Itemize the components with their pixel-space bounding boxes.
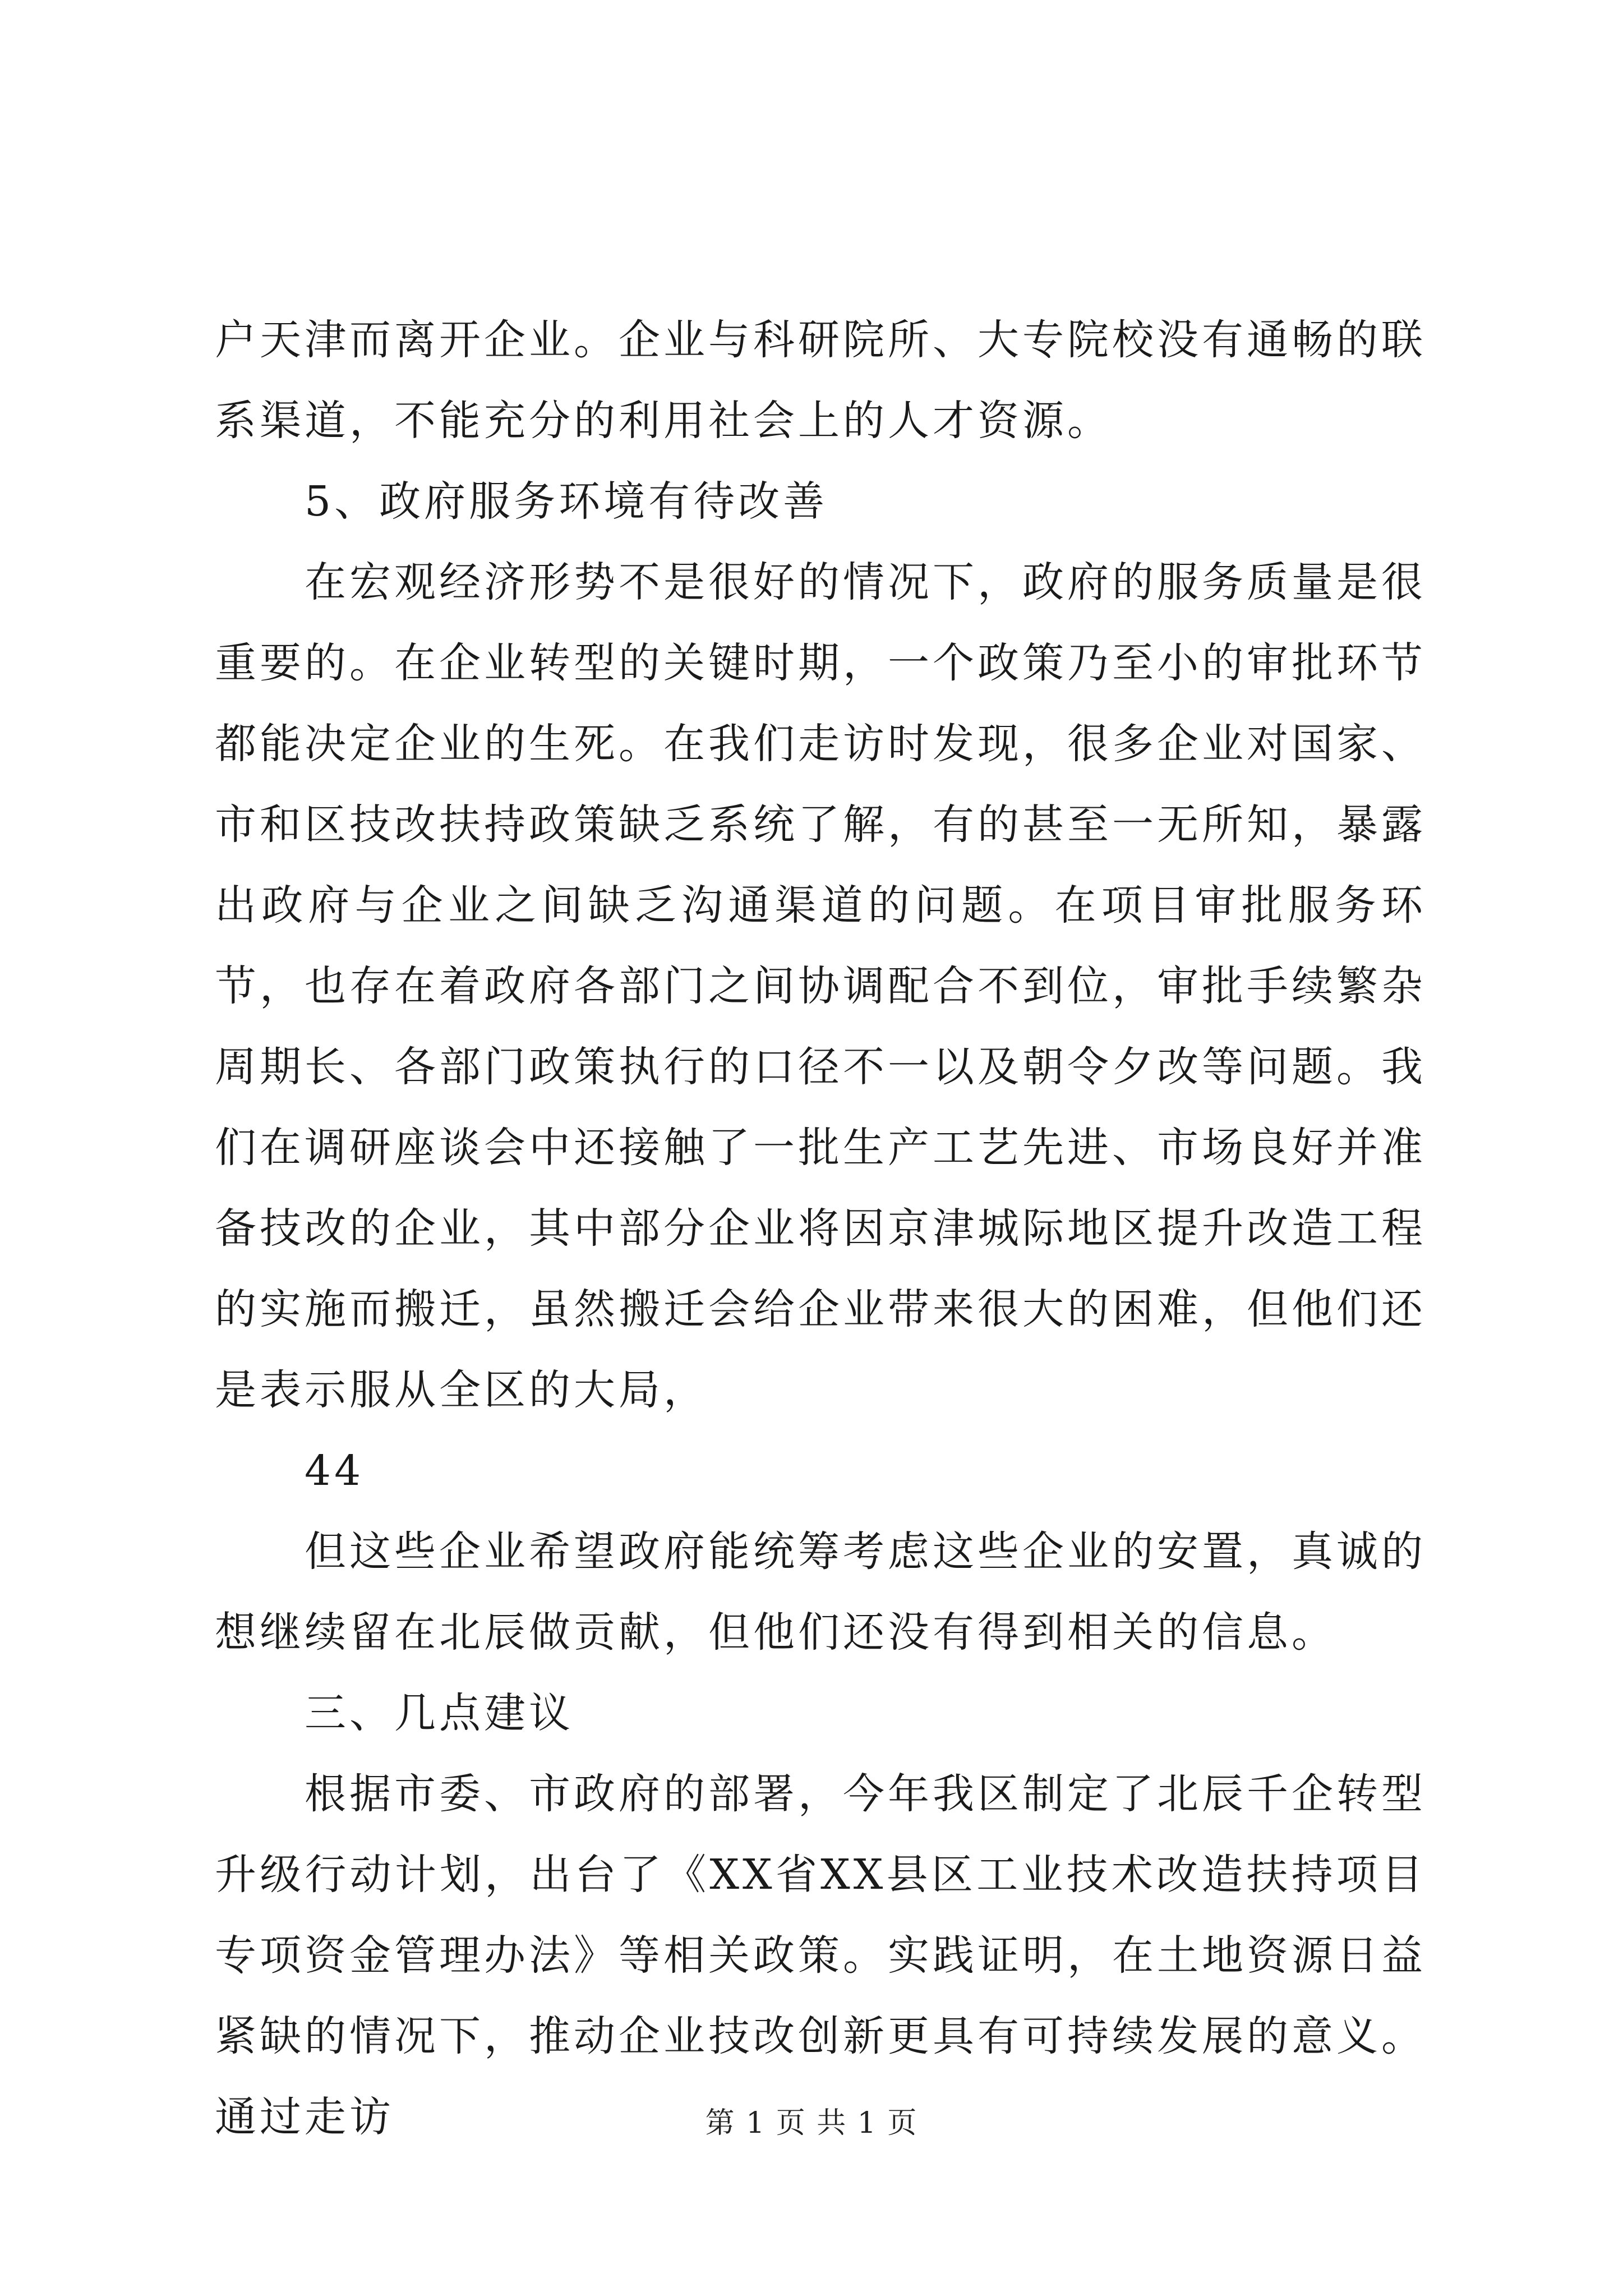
paragraph-enterprise-relocation: 但这些企业希望政府能统筹考虑这些企业的安置，真诚的想继续留在北辰做贡献，但他们还没有得到相关的信息。 — [215, 1527, 1426, 1657]
page-footer: 第 1 页 共 1 页 — [705, 2106, 918, 2140]
document-body — [215, 300, 1426, 2157]
stray-number: 44 — [305, 1447, 365, 1495]
paragraph-suggestions: 根据市委、市政府的部署，今年我区制定了北辰千企转型升级行动计划，出台了《XX省XX县区工业技术改造扶持项目专项资金管理办法》等相关政策。实践证明，在土地资源日益紧缺的情况下，推动企业技改创新更具有可持续发展的意义。通过走访 — [215, 1770, 1426, 2141]
section-heading-5: 5、政府服务环境有待改善 — [305, 477, 828, 526]
paragraph-continuation: 户天津而离开企业。企业与科研院所、大专院校没有通畅的联系渠道，不能充分的利用社会上的人才资源。 — [215, 316, 1426, 445]
section-heading-suggestions: 三、几点建议 — [305, 1689, 574, 1737]
paragraph-government-service: 在宏观经济形势不是很好的情况下，政府的服务质量是很重要的。在企业转型的关键时期，一个政策乃至小的审批环节都能决定企业的生死。在我们走访时发现，很多企业对国家、市和区技改扶持政策缺乏系统了解，有的甚至一无所知，暴露出政府与企业之间缺乏沟通渠道的问题。在项目审批服务环节，也存在着政府各部门之间协调配合不到位，审批手续繁杂周期长、各部门政策执行的口径不一以及朝令夕改等问题。我们在调研座谈会中还接触了一批生产工艺先进、市场良好并准备技改的企业，其中部分企业将因京津城际地区提升改造工程的实施而搬迁，虽然搬迁会给企业带来很大的困难，但他们还是表示服从全区的大局， — [215, 558, 1426, 1414]
